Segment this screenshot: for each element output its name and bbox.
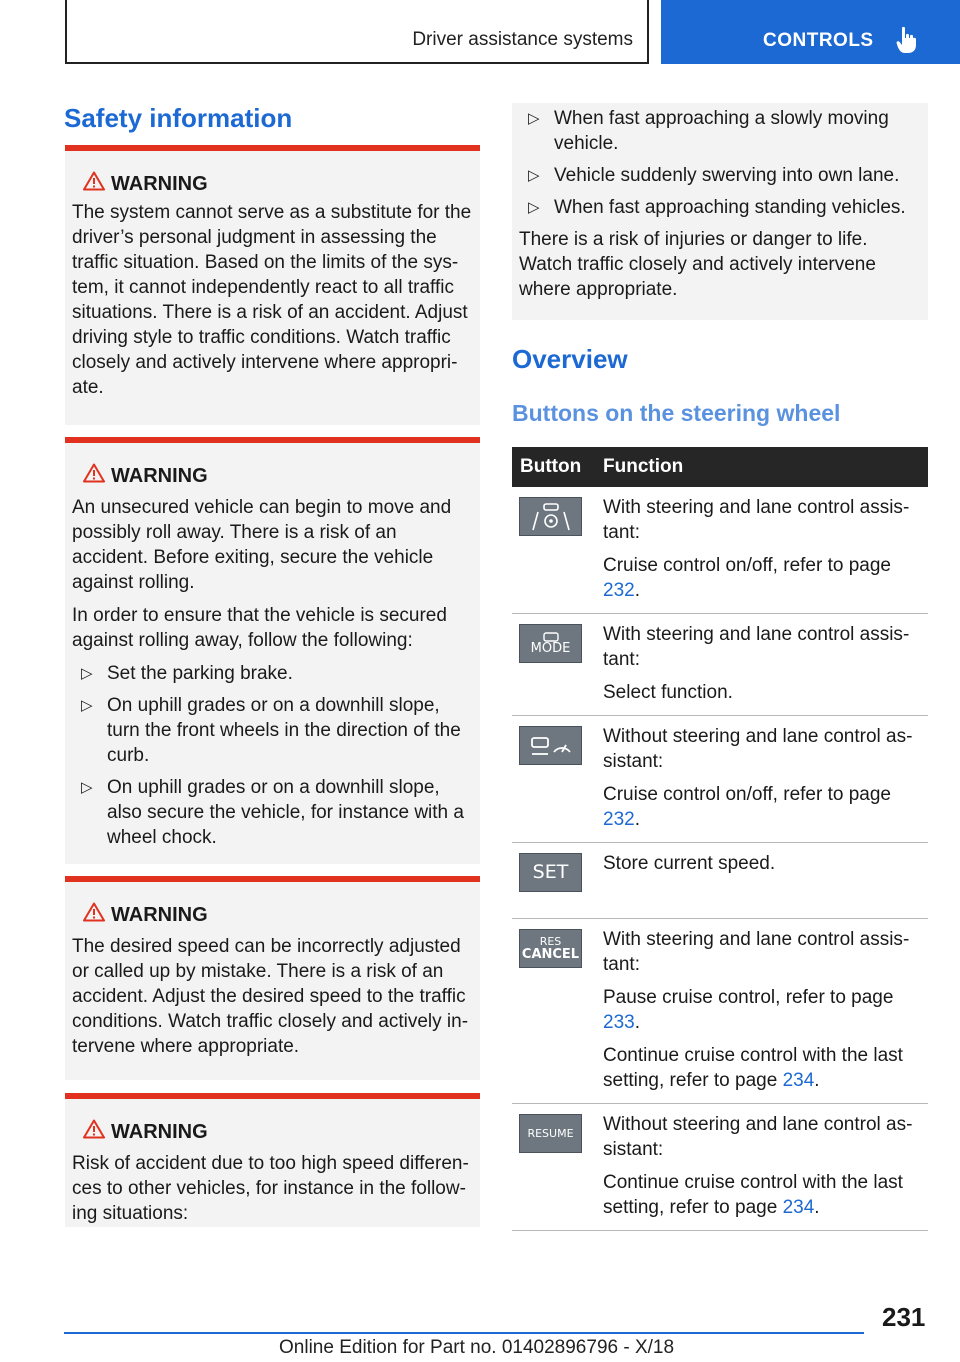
pointing-hand-icon xyxy=(896,26,918,54)
warning-text: Risk of accident due to too high speed differences to other vehicles, for instance in the following situations: xyxy=(72,1153,469,1224)
bullet-icon: ▷ xyxy=(528,199,540,216)
page-link[interactable]: 232 xyxy=(603,809,635,830)
set-button-icon: SET xyxy=(519,853,582,892)
bullet-icon: ▷ xyxy=(81,665,93,682)
bullet-icon: ▷ xyxy=(528,167,540,184)
function-text: With steering and lane control assistant: xyxy=(603,929,910,975)
function-text: Without steering and lane control assistant: xyxy=(603,1114,913,1160)
warning-title: WARNING xyxy=(72,1119,474,1145)
steering-lane-control-icon xyxy=(519,497,582,536)
list-item: ▷ When fast approaching a slowly moving vehicle. xyxy=(528,108,889,154)
table-row xyxy=(512,487,928,614)
function-text: Pause cruise control, refer to page 233. xyxy=(603,987,894,1033)
warning-box-3 xyxy=(65,876,480,1080)
running-header xyxy=(65,0,649,64)
column-header-function: Function xyxy=(595,447,928,487)
res-cancel-button-icon: RES CANCEL xyxy=(519,929,582,968)
list-item: ▷ Set the parking brake. xyxy=(81,663,293,684)
function-text: Cruise control on/off, refer to page 232. xyxy=(603,555,891,601)
warning-title: WARNING xyxy=(72,171,474,197)
warning-triangle-icon xyxy=(83,902,105,922)
function-text: Without steering and lane control assistant: xyxy=(603,726,913,772)
bullet-icon: ▷ xyxy=(81,779,93,796)
table-row xyxy=(512,614,928,716)
warning-text: There is a risk of injuries or danger to life. Watch traffic closely and actively intervene where appropriate. xyxy=(519,229,876,300)
warning-box-1 xyxy=(65,145,480,425)
function-text: Continue cruise control with the last setting, refer to page 234. xyxy=(603,1045,903,1091)
buttons-heading: Buttons on the steering wheel xyxy=(512,400,841,426)
table-row xyxy=(512,919,928,1104)
section-title: Driver assistance systems xyxy=(412,29,633,50)
warning-text: In order to ensure that the vehicle is secured against rolling away, follow the following: xyxy=(72,605,447,651)
bullet-list xyxy=(519,106,922,220)
warning-triangle-icon xyxy=(83,1119,105,1139)
table-row xyxy=(512,1104,928,1231)
table-header-row xyxy=(512,447,928,487)
footer-rule xyxy=(64,1332,864,1334)
page-link[interactable]: 232 xyxy=(603,580,635,601)
warning-continuation xyxy=(512,103,928,320)
bullet-icon: ▷ xyxy=(528,110,540,127)
column-header-button: Button xyxy=(512,447,595,487)
overview-heading: Overview xyxy=(512,344,628,374)
cruise-control-icon xyxy=(519,726,582,765)
page-number: 231 xyxy=(882,1302,926,1332)
function-text: Store current speed. xyxy=(603,853,776,874)
list-item: ▷ Vehicle suddenly swerving into own lane. xyxy=(528,165,900,186)
list-item: ▷ When fast approaching standing vehicles. xyxy=(528,197,906,218)
warning-title: WARNING xyxy=(72,902,474,928)
chapter-tab[interactable] xyxy=(661,0,960,64)
buttons-table xyxy=(512,447,928,1231)
list-item: ▷ On uphill grades or on a downhill slope, turn the front wheels in the direction of the curb. xyxy=(81,695,461,766)
warning-text: The desired speed can be incorrectly adjusted or called up by mistake. There is a risk of an accident. Adjust the desired speed to the traffic conditions. Watch traffic closely and actively intervene where appropriate. xyxy=(72,936,469,1057)
footer-edition: Online Edition for Part no. 01402896796 - X/18 xyxy=(279,1337,675,1358)
list-item: ▷ On uphill grades or on a downhill slope, also secure the vehicle, for instance with a wheel chock. xyxy=(81,777,464,848)
function-text: Select function. xyxy=(603,682,733,703)
warning-triangle-icon xyxy=(83,171,105,191)
warning-box-2 xyxy=(65,437,480,864)
function-text: Continue cruise control with the last setting, refer to page 234. xyxy=(603,1172,903,1218)
resume-button-icon: RESUME xyxy=(519,1114,582,1153)
page-link[interactable]: 234 xyxy=(782,1070,815,1091)
function-text: Cruise control on/off, refer to page 232. xyxy=(603,784,891,830)
bullet-list xyxy=(72,661,474,850)
warning-title: WARNING xyxy=(72,463,474,489)
chapter-label: CONTROLS xyxy=(763,30,874,51)
page-link[interactable]: 233 xyxy=(603,1012,635,1033)
safety-heading: Safety information xyxy=(64,103,293,133)
warning-text: The system cannot serve as a substitute for the driver’s personal judgment in assessing the traffic situation. Based on the limits of the system, it cannot independently react to all traffic situations. There is a risk of an accident. Adjust driving style to traffic conditions. Watch traffic closely and actively intervene where appropriate. xyxy=(72,202,472,398)
table-row xyxy=(512,843,928,919)
mode-button-icon: MODE xyxy=(519,624,582,663)
warning-text: An unsecured vehicle can begin to move and possibly roll away. There is a risk of an accident. Before exiting, secure the vehicle against rolling. xyxy=(72,497,452,593)
warning-box-4 xyxy=(65,1093,480,1227)
warning-triangle-icon xyxy=(83,463,105,483)
function-text: With steering and lane control assistant: xyxy=(603,497,910,543)
bullet-icon: ▷ xyxy=(81,697,93,714)
function-text: With steering and lane control assistant: xyxy=(603,624,910,670)
page-link[interactable]: 234 xyxy=(782,1197,815,1218)
table-row xyxy=(512,716,928,843)
